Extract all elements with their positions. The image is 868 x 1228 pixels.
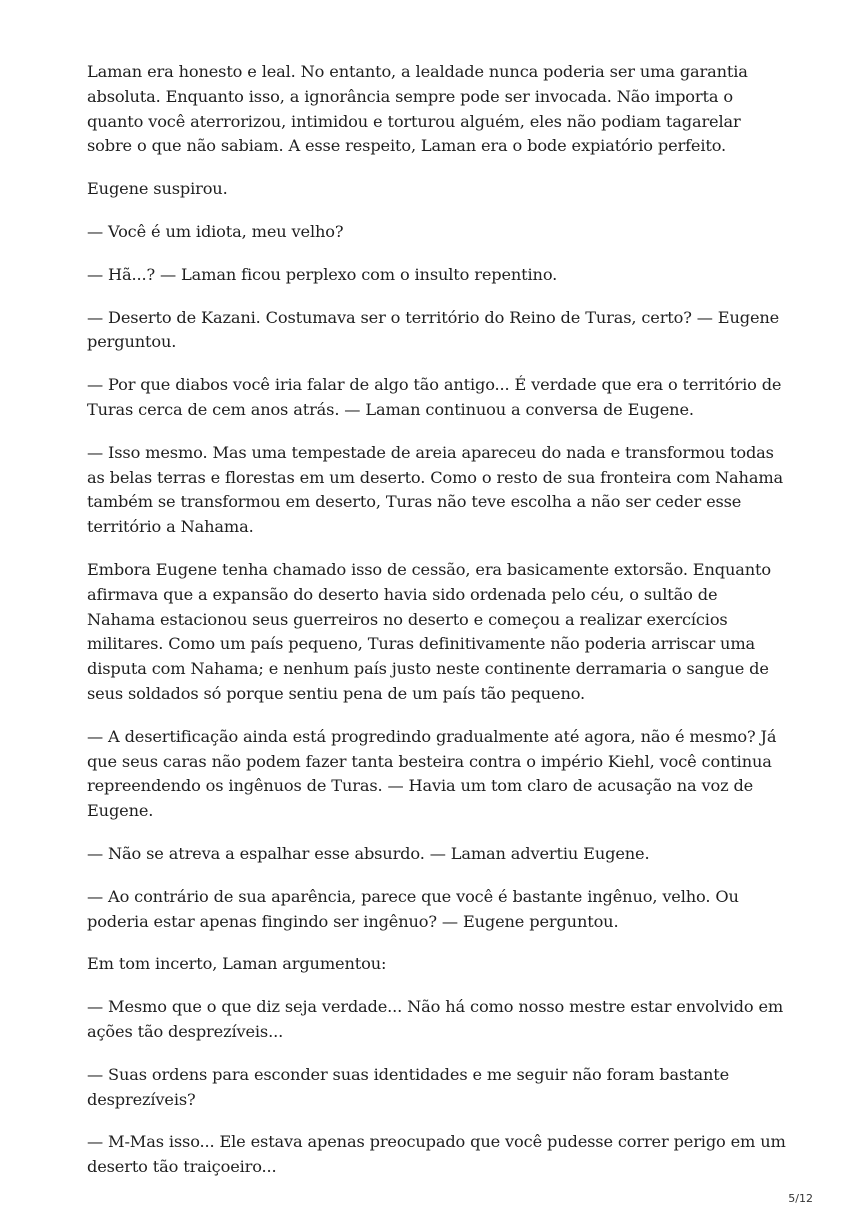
paragraph: Eugene suspirou.	[87, 179, 228, 199]
paragraph: Laman era honesto e leal. No entanto, a lealdade nunca poderia ser uma garantia absoluta. Enquanto isso, a ignorância sempre pode ser invocada. Não importa o quanto você aterrorizou, intimidou e torturou alguém, eles não podiam tagarelar sobre o que não sabiam. A esse respeito, Laman era o bode expiatório perfeito.	[87, 62, 748, 156]
paragraph: — A desertificação ainda está progredindo gradualmente até agora, não é mesmo? Já que seus caras não podem fazer tanta besteira contra o império Kiehl, você continua repreendendo os ingênuos de Turas. — Havia um tom claro de acusação na voz de Eugene.	[87, 726, 777, 821]
paragraph: — Não se atreva a espalhar esse absurdo. — Laman advertiu Eugene.	[87, 843, 650, 863]
paragraph: Embora Eugene tenha chamado isso de cessão, era basicamente extorsão. Enquanto afirmava que a expansão do deserto havia sido ordenada pelo céu, o sultão de Nahama estacionou seus guerreiros no deserto e começou a realizar exercícios militares. Como um país pequeno, Turas definitivamente não poderia arriscar uma disputa com Nahama; e nenhum país justo neste continente derramaria o sangue de seus soldados só porque sentiu pena de um país tão pequeno.	[87, 559, 771, 703]
paragraph: — M-Mas isso... Ele estava apenas preocupado que você pudesse correr perigo em um deserto tão traiçoeiro...	[87, 1132, 786, 1177]
paragraph: — Hã...? — Laman ficou perplexo com o insulto repentino.	[87, 264, 558, 284]
page-body	[87, 60, 787, 1198]
paragraph: Em tom incerto, Laman argumentou:	[87, 954, 387, 974]
paragraph: — Ao contrário de sua aparência, parece que você é bastante ingênuo, velho. Ou poderia estar apenas fingindo ser ingênuo? — Eugene perguntou.	[87, 886, 739, 931]
page-number: 5/12	[788, 1192, 813, 1205]
paragraph: — Suas ordens para esconder suas identidades e me seguir não foram bastante desprezíveis?	[87, 1064, 730, 1109]
paragraph: — Deserto de Kazani. Costumava ser o território do Reino de Turas, certo? — Eugene perguntou.	[87, 307, 780, 352]
paragraph: — Você é um idiota, meu velho?	[87, 221, 344, 241]
paragraph: — Mesmo que o que diz seja verdade... Não há como nosso mestre estar envolvido em ações tão desprezíveis...	[87, 997, 784, 1041]
paragraph: — Isso mesmo. Mas uma tempestade de areia apareceu do nada e transformou todas as belas terras e florestas em um deserto. Como o resto de sua fronteira com Nahama também se transformou em deserto, Turas não teve escolha a não ser ceder esse território a Nahama.	[87, 442, 784, 537]
paragraph: — Por que diabos você iria falar de algo tão antigo... É verdade que era o território de Turas cerca de cem anos atrás. — Laman continuou a conversa de Eugene.	[87, 375, 782, 419]
